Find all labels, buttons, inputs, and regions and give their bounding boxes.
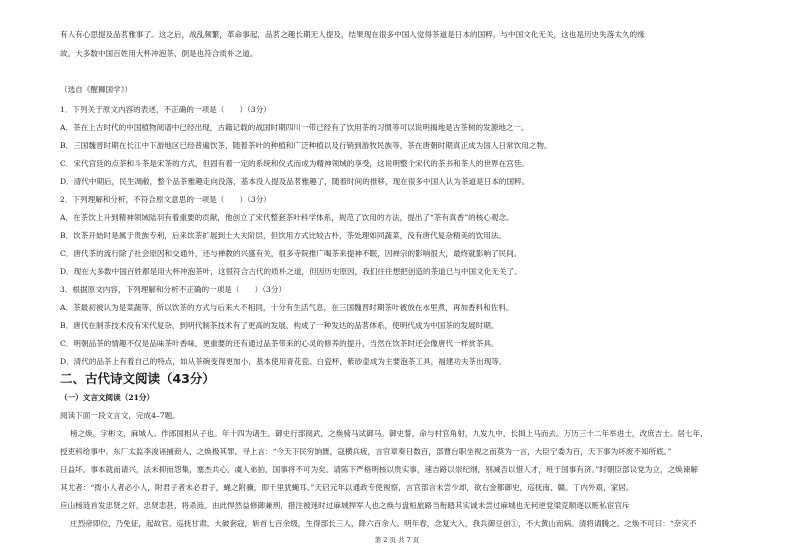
classical-line: 榜之焕，字彬文，麻城人。作郎国相从子也。年十四为诸生。御史行部阅武，之焕骑马试御马。御史誓，命与村官角射，九发九中，长揖上马而去。万历三十二年举进士，改庶吉士。居七年， <box>70 429 708 438</box>
question-3-stem: 3．根据原文内容，下列理解和分析不正确的一项是（ ）（3分） <box>60 285 287 294</box>
subsection-heading: （一）文言文阅读（21分） <box>60 393 155 402</box>
passage-line: 有人有心思提及品茗雅事了。这之后，战乱频繁，革命事起，品茗之趣长期无人提及，结果现在很多中国人觉得茶道是日本的国粹，与中国文化无关，这也是历史失落太久的缘 <box>60 30 645 39</box>
q1-option-d: D．清代中期后，民生凋敝，整个品茶雅趣走向没落，基本没人提及品茗雅趣了，随着时间的推移，现在很多中国人认为茶道是日本的国粹。 <box>60 177 530 186</box>
section-heading: 二、古代诗文阅读（43分） <box>60 371 215 386</box>
passage-line: 故。大多数中国百姓用大杯冲泡茶，倒是也符合质朴之道。 <box>60 49 258 58</box>
q3-option-a: A．茶最初被认为是菜蔬等，所以饮茶的方式与后来大不相同，十分有生活气息，在三国魏晋时期茶叶被放在水里煮，再加香料和佐料。 <box>60 303 514 312</box>
classical-line: 其尤者：“拨小人者必小人，附君子者未必君子，蝇之附骥，即千里犹蝇耳。”天启元年以通政专使视察，言官部言未尝少却，欲右金都御史，巡抚南、赣。丁内外艰，家居。 <box>60 483 634 492</box>
q1-option-c: C．宋代宫廷的点茶和斗茶是宋茶的方式，但固有着一定的系统和仪式而成为精神领域的享受，这说明整个宋代的茶书和茶人的世界在宫廷。 <box>60 159 530 168</box>
question-2-stem: 2．下列理解和分析，不符合原文意思的一项是（ ）（3分） <box>60 195 271 204</box>
q3-option-b: B．唐代在制茶技术没有宋代复杂，到明代制茶技术有了更高的发展，构成了一种发达的品茗体系，使明代成为中国茶的发展时期。 <box>60 321 499 330</box>
classical-line: 应山杨涟首发忠贤之奸，忠贤恚甚，将杀涟。由此悍然益修御兼刑，措注被迷时过麻城捍军人也之焕与盘桓旅路当衔踏其实诚未尝过麻城也无何逆党梁克顺逐以赃私宦官斥 <box>60 501 630 510</box>
q2-option-a: A．在茶饮上升到精神领域陆羽有着重要的贡献，他创立了宋代整套茶叶科学体系，规范了饮用的方法，提出了“茶有真香”的核心观念。 <box>60 213 514 222</box>
instruction: 阅读下面一段文言文，完成4–7题。 <box>60 411 180 420</box>
q1-option-b: B．三国魏晋时期在长江中下游地区已经普遍饮茶，随着茶叶的种植和广泛种植以及行销到游牧民族等，茶在唐朝时期真正成为国人日常饮用之物。 <box>60 141 552 150</box>
q2-option-c: C．唐代茶的流行除了社会原因和交通外，还与禅教的兴盛有关，很多寺院推广喝茶来提神不眠，因禅宗的影响很大，最终就影响了民间。 <box>60 249 522 258</box>
classical-line: 授吏科给事中。东厂太监李浚诬捕商人，之焕极其罪。寻上言：“今天下民穷饷匮，寇横兵疲，言官章奏日数百，部曹台职坐视之而莫为一言，大臣宁委为百，天下事为坏废不知所底。” <box>60 447 672 456</box>
q2-option-b: B．饮茶开始时是属于贵族专利，后来饮茶扩展到士大夫阶层，但饮用方式比较古朴，茶处理如同蔬菜，没有唐代复杂精美的饮用法。 <box>60 231 507 240</box>
passage-source: （选自《醒狮国学》） <box>60 85 133 94</box>
classical-line: 日益坏。事本就而请兴，法未抑而怨集，塞杰共心，虞人弟拍，国事将不可为矣。请陈下严格明核以贵实事，速吉路以崇纪纲，别减否以惜人才，班于国事有济。”时朝臣部议党为立，之焕谏解 <box>60 465 698 474</box>
q3-option-d: D．清代的品茶上有着自己的特点，如从茶碗变得更加小，基本使用青花瓷、白瓷杯，紫砂壶成为主要泡茶工具，福建功夫茶出现等。 <box>60 357 507 366</box>
q1-option-a: A．茶在上古时代的中国植物阅谱中已经出现，古籍记载的战国时期四川一带已经有了饮用茶的习惯等可以说明揭地是古茶树的发源地之一。 <box>60 123 529 132</box>
q3-option-c: C．明朝品茶的情趣不仅是品味茶叶香味，更重要的还有通过品茶带来的心灵的修养的提升，当然在饮茶时还会像唐代一样赏茶具。 <box>60 339 499 348</box>
q2-option-d: D．现在大多数中国百姓都是用大杯冲泡茶叶，这很符合古代的质朴之道，但因历史原因，我们往往想把创造的茶道已与中国文化无关了。 <box>60 267 522 276</box>
page-footer: 第 2 页 共 7 页 <box>374 536 420 544</box>
question-1-stem: 1．下列关于原文内容的表述，不正确的一项是（ ）（3分） <box>60 105 271 114</box>
classical-line: 庄烈帝即位，乃免征，起故官。巡抚甘肃。大破套寇，斩首七百余级，生得部长三人，降六百余人。明年春，念复大入，我兵御豆创①，不大黄山而病。清将请腾之。之焕不可曰：“奈灾不 <box>70 519 697 528</box>
